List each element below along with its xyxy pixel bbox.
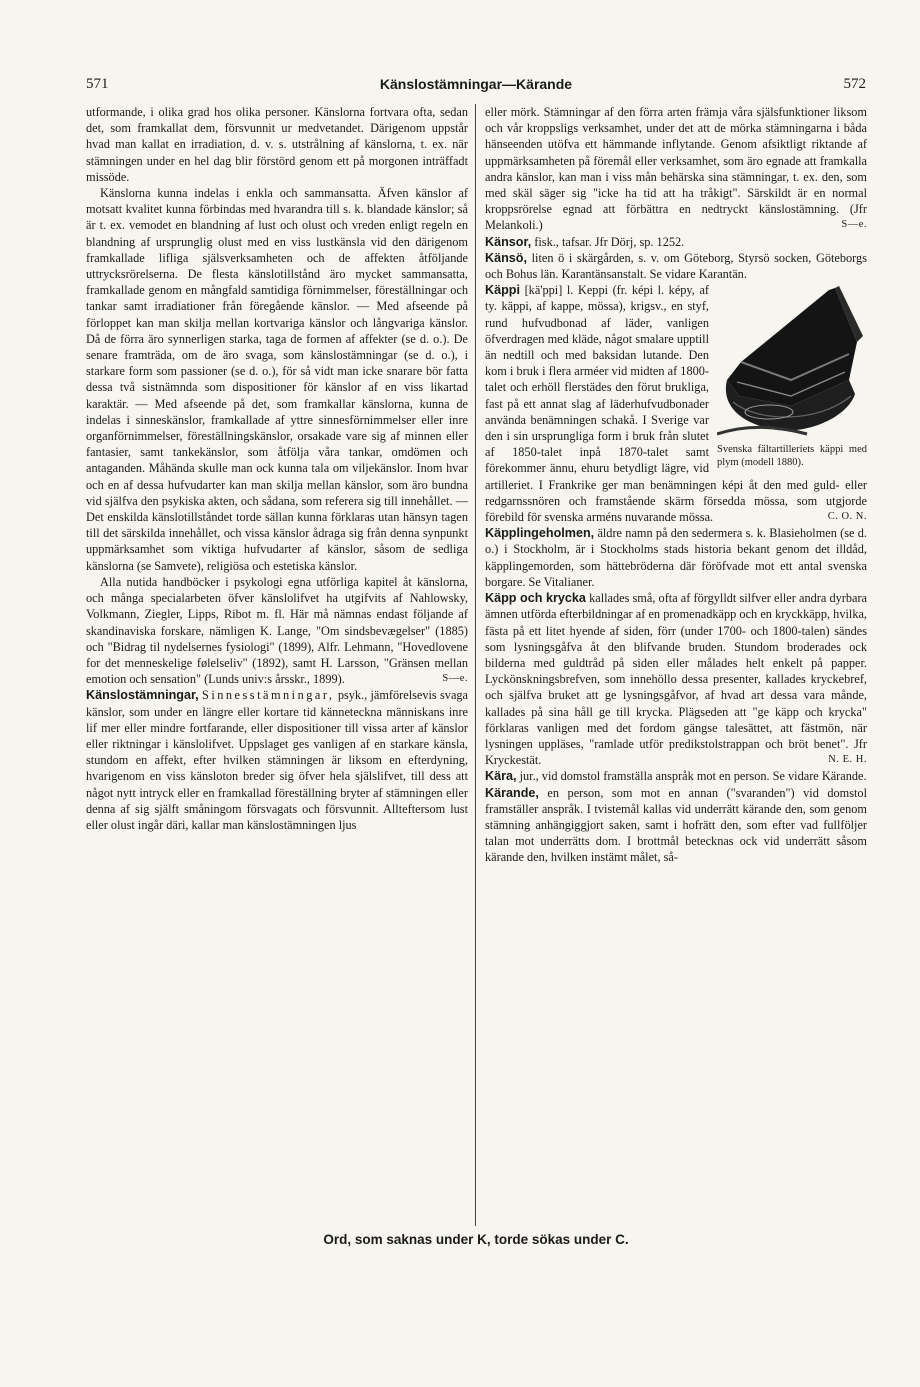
headword: Känsor, [485,234,532,249]
entry-text: en person, som mot en annan ("svaranden") vid domstol framställer anspråk. I tvistemål kallas vid underrätt kärande den, som genom stämning anhängiggjort saken, samt i hofrätt den, som efter vad fullföljer talan mot underrätts dom. I brottmål betecknas ock vid underrätt såsom kärande den, hvilken instämt målet, så- [485,785,867,865]
figure-caption: Svenska fältartilleriets käppi med plym (modell 1880). [717,444,867,469]
column-divider [475,104,476,1226]
headword-synonym: Sinnesstämningar, [201,688,335,703]
entry-kapp-och-krycka [485,590,867,768]
page-footer: Ord, som saknas under K, torde sökas under C. [323,1232,629,1247]
paragraph [86,574,468,687]
entry-text: äldre namn på den sedermera s. k. Blasieholmen (se d. o.) i Stockholm, är i Stockholms stads historia bekant genom det illdåd, käpplingemorden, som hättebröderna där föröfvade mot ett antal svenska borgare. Se Vitalianer. [485,526,867,589]
headword: Käppi [485,283,520,298]
entry-text: fisk., tafsar. Jfr Dörj, sp. 1252. [534,234,685,249]
author-signature: N. E. H. [828,754,867,766]
headword: Känslostämningar, [86,688,199,703]
right-column [485,104,867,866]
page-header [86,76,866,100]
kepi-hat-illustration-icon [717,284,867,439]
author-signature: S—e. [841,219,867,231]
page-number-left: 571 [86,76,109,92]
page-number-right: 572 [843,76,866,92]
entry-kansor [485,234,867,250]
author-signature: S—e. [442,673,468,685]
kepi-figure [717,284,867,469]
entry-text: psyk., jämförelsevis svaga känslor, som under en längre eller kortare tid känneteckna människans inre lif mer eller mindre fortfarande, eller dispositioner till vissa arter af känslor eller riktningar i känslolifvet. Uppslaget ges vanligen af en starkare känsla, stundom en affekt, efter hvilken stämningen är liksom en efterdyning, hvarigenom en viss känsloton breder sig öfver hela själslifvet, till dess att något nytt intryck eller en framkallad föreställning bryter af stämningen eller denna af sig själft småningom försvagats och försvunnit. Allteftersom lust eller olust ingår däri, kallar man känslostämningen ljus [86,688,469,832]
entry-karande [485,785,867,866]
entry-kara [485,768,867,784]
paragraph [485,104,867,234]
headword: Känsö, [485,250,527,265]
left-column [86,104,468,833]
headword: Käpplingeholmen, [485,526,595,541]
headword: Käpp och krycka [485,591,586,606]
entry-text: liten ö i skärgården, s. v. om Göteborg, Styrsö socken, Göteborgs och Bohus län. Karantänsanstalt. Se vidare Karantän. [485,250,867,282]
author-signature: C. O. N. [827,511,867,523]
paragraph: Känslorna kunna indelas i enkla och sammansatta. Äfven känslor af motsatt kvalitet kunna förbindas med hvarandra till s. k. blandade känslor; så är t. ex. vemodet en blandning af lust och olust och vreden enligt regeln en blandning af ursprunglig olust med en viss lustkänsla vid den därigenom framkallade lifliga själsverksamheten och de affekten åtföljande uttrycksrörelserna. De flesta känslotillstånd äro mycket sammansatta, framkallade genom en mångfald samtidiga förnimmelser, föreställningar och tankar samt irradiationer från föregående känslor. — Med afseende på förloppet kan man skilja mellan kortvariga känslor och långvariga känslor. Då de förra äro synnerligen starka, taga de formen af affekter (se d. o.). De senare framträda, om de äro svaga, som känslostämningar (se d. o.), i starkare form som passioner (se d. o.), för så vidt man icke snarare bör fatta dessa två sistnämnda som dispositioner för känslor af en viss likartad karaktär. — Med afseende på det, som framkallar känslorna, kunna de indelas i sinneskänslor, framkallade af yttre sinnesförnimmelser eller inre organförnimmelser, föreställningskänslor, orsakade vare sig af minnen eller fantasier, samt tankekänslor, som åtfölja våra tankar, omdömen och antaganden. Måhända skulle man ock kunna tala om viljekänslor. Inom hvar och en af dessa hufvudarter kan man skilja mellan känslor, som äro bundna vid själfva den psykiska akten, och sådana, som referera sig till innehållet. — Det enskilda känslotillståndet torde sällan kunna förklaras utan hänsyn tagen till det särskilda innehållet, och vissa känslor ådraga sig från denna synpunkt uppmärksamhet som viktiga hufvudarter af känslor, såsom de sedliga känslorna (se Samvete), religiösa och estetiska känslor. [86,186,468,573]
entry-text: [kä'ppi] l. Keppi (fr. képi l. képy, af ty. käppi, af kappe, mössa), krigsv., en styf, rund hufvudbonad af läder, vanligen öfverdragen med kläde, något smalare upptill än nedtill och med baksidan lutande. Den kom i bruk i flera arméer vid midten af 1800-talet och erhöll flerstädes den förut brukliga, fast på ett annat slag af läderhufvudbonader använda benämningen schakå. I Sverige var den i sin ursprungliga form i bruk från slutet af 1850-talet inpå 1870-talet samt förekommer ännu, ehuru betydligt lägre, vid artilleriet. I Frankrike ger man benämningen képi åt den med guld- eller redgarnssnören och framstående skärm försedda mössa, som utgjorde förebild för svenska arméns nuvarande mössa. [485,283,867,525]
paragraph-text: Alla nutida handböcker i psykologi egna utförliga kapitel åt känslorna, och många specialarbeten öfver känslolifvet ha utgifvits af Nahlowsky, Volkmann, Ziegler, Lipps, Ribot m. fl. Här må nämnas endast följande af skandinaviska forskare, nämligen K. Lange, "Om sindsbevægelser" (1885) och "Bidrag til nydelsernes fysiologi" (1899), Alfr. Lehmann, "Hovedlovene for det menneskelige følelseliv" (1892), samt H. Larsson, "Gränsen mellan emotion och sensation" (Lunds univ:s årsskr., 1899). [86,574,468,687]
headword: Kärande, [485,785,539,800]
paragraph-text: eller mörk. Stämningar af den förra arten främja våra själsfunktioner liksom och vår kroppsligs verksamhet, under det att de mörka stämningarna i båda hänseenden utöfva ett hämmande inflytande. Genom afsiktligt riktande af uppmärksamheten på föremål eller verksamhet, som äro egnade att framkalla andra känslor, kan man i viss mån behärska sina stämningar, t. ex. den, som med skäl säger sig "icke ha tid att ha tråkigt". Särskildt är en normal kroppsrörelse egnad att förbättra en nedtryckt känslostämning. (Jfr Melankoli.) [485,105,867,233]
entry-text: kallades små, ofta af förgylldt silfver eller andra dyrbara ämnen utförda efterbildningar af en promenadkäpp och en kryckkäpp, hvilka, fästa på ett litet hyende af siden, förr (under 1700- och 1800-talen) sändes som lysningsgåfva åt den blifvande bruden. Stundom broderades ock bilderna med guldtråd på siden eller målades helt enkelt på papper. Lyckönskningsbrefven, som innehöllo dessa presenter, kallades kryckebref, och själfva bruket att ge lysningsgåfvor, af hvad art dessa vara månde, kallades på sina håll ge till krycka. Plägseden att "ge käpp och krycka" förklaras vanligen med det fordom gängse talesättet, att fästmön, när lysningen uppläses, "ramlade utför predikstolstrappan och bröt benet". Jfr Kryckestät. [485,591,868,768]
entry-kanso [485,250,867,282]
page-title: Känslostämningar—Kärande [379,76,573,92]
headword: Kära, [485,769,517,784]
entry-kanslostamningar [86,687,468,833]
paragraph: utformande, i olika grad hos olika personer. Känslorna fortvara ofta, sedan det, som framkallat dem, försvunnit ur medvetandet. Därigenom uppstår hvad man kallat en irradiation, d. v. s. utstrålning af känslorna, t. ex. när stämningen under en hel dag blir förstörd genom ett på morgonen inträffadt missöde. [86,105,468,184]
entry-kapplingeholmen [485,525,867,590]
entry-text: jur., vid domstol framställa anspråk mot en person. Se vidare Kärande. [519,769,867,784]
